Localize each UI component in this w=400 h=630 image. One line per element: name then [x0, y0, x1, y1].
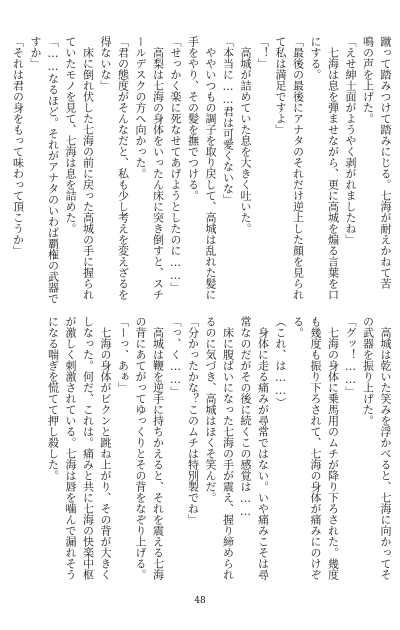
text-line: るのに気づき、高城はほくそ笑んだ。	[204, 316, 217, 503]
text-line: 得ないな」	[99, 36, 112, 91]
text-line: 高城は鞭を逆手に持ちかえると、それを震える七海	[151, 327, 165, 580]
text-line: 床に倒れ伏した七海の前に戻った高城の手に握られ	[81, 47, 95, 300]
text-line: ていたモノを見て、七海は息を詰めた。	[64, 36, 77, 234]
text-line: 「せっかく楽に死なせてあげようとしたのに……」	[169, 36, 182, 293]
text-line: も幾度も振り下ろされて、七海の身体が痛みにのけぞ	[309, 316, 322, 580]
text-line: 床に腹ばいになった七海の手が震え、握り締められ	[221, 327, 235, 580]
text-line: 蹴って踏みつけて踏みにじる。七海が耐えかねて苦	[379, 36, 392, 289]
text-line: 鳴の声を上げた。	[361, 36, 375, 124]
text-line: 「それは君の身をもって味わって頂こうか」	[11, 36, 25, 256]
lower-text-block	[9, 316, 394, 584]
text-line: 「ーっ、あぁ」	[116, 316, 130, 393]
text-line: 「本当に……君は可愛くないな」	[221, 36, 235, 205]
text-line: （これ、は……）	[274, 316, 287, 408]
text-line: 手をやり、その髪を撫でつける。	[186, 36, 200, 201]
text-line: 「！」	[256, 36, 270, 69]
text-line: 高城は乾いた笑みを浮かべると、七海に向かってそ	[379, 327, 392, 580]
upper-text-block	[9, 36, 394, 304]
text-line: 「グッ！……」	[344, 316, 357, 397]
text-line: 「最後の最後にアナタのそれだけ逆上した顔を見られ	[291, 36, 305, 300]
text-line: になる喘ぎを慌てて押し殺した。	[46, 316, 60, 481]
text-line: 高梨は七海の身体をいったん床に突き倒すと、スチ	[151, 47, 165, 300]
text-line: 七海は息を弾ませながら、更に高城を煽る言葉を口	[326, 47, 340, 300]
text-line: 七海の身体に乗馬用のムチが降り下ろされた。幾度	[326, 327, 340, 580]
page-number: 48	[194, 596, 206, 606]
text-line: の武器を振り上げた。	[361, 316, 375, 426]
text-line: にする。	[309, 36, 322, 80]
text-line: 高城が詰めていた息を大きく吐いた。	[239, 47, 252, 234]
text-line: が激しく刺激されている。七海は唇を噛んで漏れそう	[64, 316, 77, 580]
text-line: すか」	[29, 36, 42, 69]
text-line: る。	[291, 316, 305, 338]
text-line: 常なのだがその後に続くこの感覚は……	[239, 316, 252, 518]
text-line: 身体に走る痛みが尋常ではない。いや痛みこそは尋	[256, 327, 270, 580]
text-line: 「えせ紳士面がようやく剥がれましたね」	[344, 36, 357, 245]
text-line: 「……なるほど。それがアナタのいわば覇権の武器で	[46, 36, 60, 304]
text-line: て私は満足ですよ」	[274, 36, 287, 135]
text-line: 「分かったかな？このムチは特別製でね」	[186, 316, 200, 525]
text-line: 七海の身体がビクンと跳ね上がり、その背が大きく	[99, 327, 112, 580]
text-line: しなった。何だ、これは。痛みと共に七海の快楽中枢	[81, 316, 95, 580]
text-line: 「君の態度がそんなだと、私も少し考えを変えざるを	[116, 36, 130, 300]
text-line: ールデスクの方へ向かった。	[134, 36, 147, 179]
text-line: ややいつもの調子を取り戻して、高城は乱れた髪に	[204, 47, 217, 300]
text-line: の背にあてがってゆっくりとその背をなぞり上げる。	[134, 316, 147, 580]
text-line: 「っ、く……」	[169, 316, 182, 397]
